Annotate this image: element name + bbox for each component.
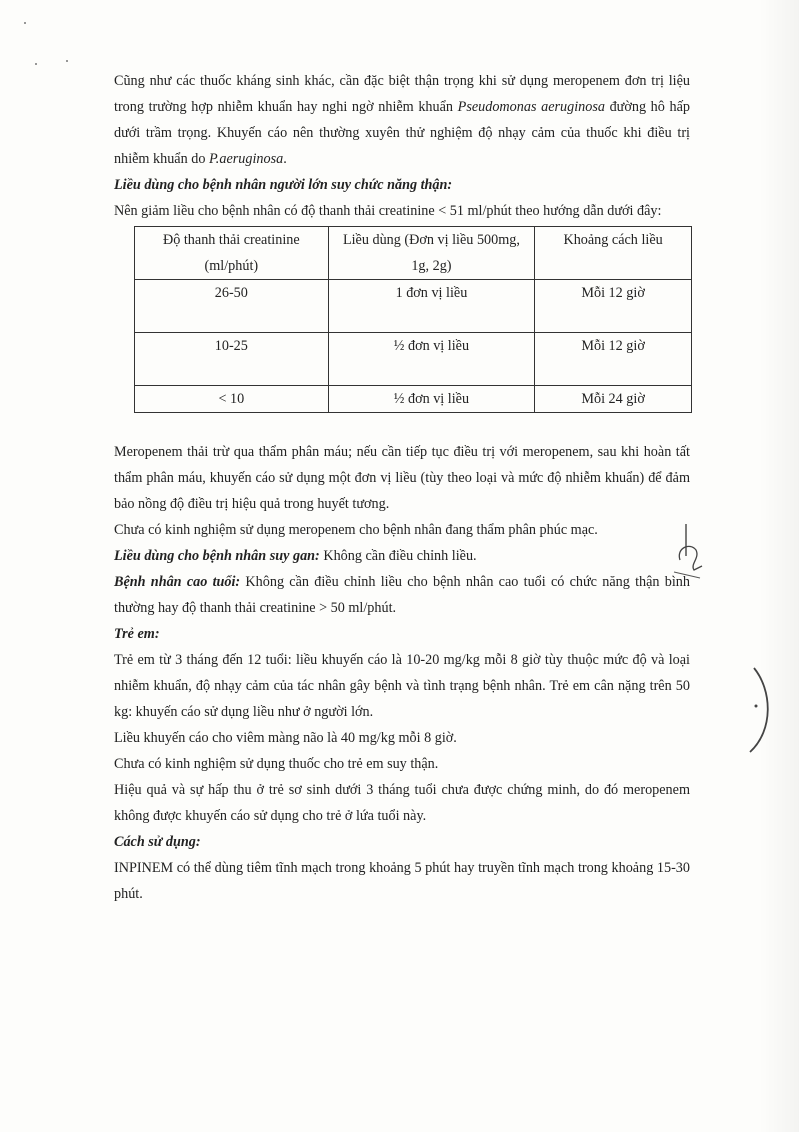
species-name: Pseudomonas aeruginosa [457,99,605,115]
table-cell: ½ đơn vị liều [328,333,535,386]
neonates-paragraph: Hiệu quả và sự hấp thu ở trẻ sơ sinh dưới 3 tháng tuổi chưa được chứng minh, do đó meropenem không được khuyến cáo sử dụng cho trẻ ở lứa tuổi này. [114,782,690,824]
table-cell: Mỗi 12 giờ [535,333,692,386]
table-header-row [135,227,692,280]
children-heading: Trẻ em: [114,626,160,642]
scan-speck [24,22,26,24]
table-cell: 10-25 [135,333,329,386]
elderly-heading: Bệnh nhân cao tuổi: [114,574,241,590]
table-cell: 26-50 [135,280,329,333]
text-segment: đường hô hấp dưới trầm trọng. Khuyến cáo nên thường xuyên thử nghiệm độ nhạy cảm của thuốc khi điều trị nhiễm khuẩn do [114,99,690,167]
scan-speck [35,63,37,65]
table-row [135,280,692,333]
peritoneal-paragraph: Chưa có kinh nghiệm sử dụng meropenem cho bệnh nhân đang thẩm phân phúc mạc. [114,522,598,538]
elderly-paragraph [114,569,690,621]
table-header-cell: Liều dùng (Đơn vị liều 500mg, 1g, 2g) [328,227,535,280]
renal-dose-table [134,226,692,413]
meningitis-paragraph: Liều khuyến cáo cho viêm màng não là 40 mg/kg mỗi 8 giờ. [114,730,457,746]
dialysis-paragraph: Meropenem thải trừ qua thẩm phân máu; nếu cần tiếp tục điều trị với meropenem, sau khi hoàn tất thẩm phân máu, khuyến cáo sử dụng một đơn vị liều (tùy theo loại và mức độ nhiễm khuẩn) để đảm bảo nồng độ điều trị hiệu quả trong huyết tương. [114,444,690,512]
pseudomonas-paragraph [114,68,690,172]
document-body [114,68,690,907]
table-cell: Mỗi 12 giờ [535,280,692,333]
text-segment: . [283,151,287,167]
species-abbrev: P.aeruginosa [208,151,284,167]
renal-intro: Nên giảm liều cho bệnh nhân có độ thanh thải creatinine < 51 ml/phút theo hướng dẫn dưới đây: [114,203,662,219]
table-cell: 1 đơn vị liều [328,280,535,333]
liver-paragraph [114,543,690,569]
renal-dosing-heading: Liều dùng cho bệnh nhân người lớn suy chức năng thận: [114,177,453,193]
table-row [135,333,692,386]
table-cell: < 10 [135,386,329,413]
table-row [135,386,692,413]
table-cell: ½ đơn vị liều [328,386,535,413]
liver-heading: Liều dùng cho bệnh nhân suy gan: [114,548,320,564]
text-segment: Cũng như các thuốc kháng sinh khác, cần đặc biệt thận trọng khi sử dụng meropenem đơn trị liệu trong trường hợp nhiễm khuẩn hay nghi ngờ nhiễm khuẩn [114,73,690,115]
children-dosing-paragraph: Trẻ em từ 3 tháng đến 12 tuổi: liều khuyến cáo là 10-20 mg/kg mỗi 8 giờ tùy thuộc mức độ và loại nhiễm khuẩn, độ nhạy cảm của tác nhân gây bệnh và tình trạng bệnh nhân. Trẻ em cân nặng trên 50 kg: khuyến cáo sử dụng liều như ở người lớn. [114,652,690,720]
scan-speck [66,60,68,62]
children-renal-paragraph: Chưa có kinh nghiệm sử dụng thuốc cho trẻ em suy thận. [114,756,439,772]
liver-text: Không cần điều chỉnh liều. [319,548,477,564]
usage-heading: Cách sử dụng: [114,834,201,850]
table-header-cell: Độ thanh thải creatinine (ml/phút) [135,227,329,280]
usage-paragraph: INPINEM có thể dùng tiêm tĩnh mạch trong khoảng 5 phút hay truyền tĩnh mạch trong khoảng 15-30 phút. [114,860,690,902]
table-header-cell: Khoảng cách liều [535,227,692,280]
table-cell: Mỗi 24 giờ [535,386,692,413]
elderly-text: Không cần điều chỉnh liều cho bệnh nhân cao tuổi có chức năng thận bình thường hay độ thanh thải creatinine > 50 ml/phút. [114,574,690,616]
